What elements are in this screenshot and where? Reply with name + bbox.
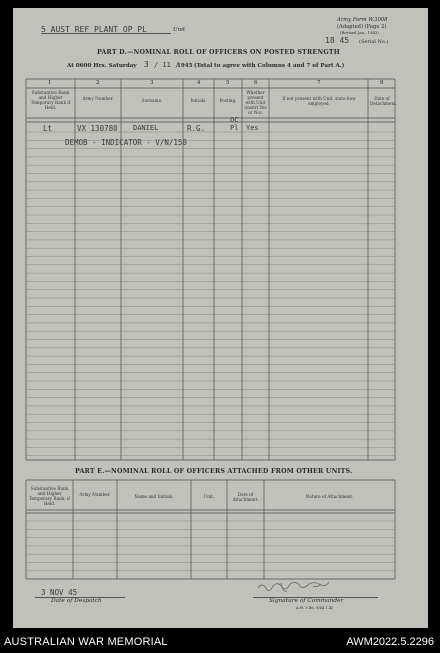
unit-label: Unit bbox=[173, 27, 186, 33]
col-header-employed: If not present with Unit, state how employed. bbox=[282, 96, 356, 106]
date-day: 3 bbox=[144, 60, 149, 69]
row-posting: Pl bbox=[230, 124, 239, 132]
date-month: / 11 / bbox=[154, 61, 180, 69]
col-number-3: 3 bbox=[150, 80, 154, 86]
date-year: 1945 bbox=[177, 63, 193, 69]
despatch-label: Date of Despatch bbox=[51, 598, 102, 604]
col-number-2: 2 bbox=[96, 80, 100, 86]
col-number-1: 1 bbox=[48, 80, 52, 86]
serial-label: (Serial No.) bbox=[359, 39, 389, 45]
e-col-header-date: Date of Attachment. bbox=[232, 492, 259, 502]
print-note: A.W. 3 lbs. 9/44 1.45 bbox=[296, 606, 334, 610]
e-col-header-nature: Nature of Attachment. bbox=[305, 494, 354, 499]
col-header-present: Whether present with Unit (insert Yes or No). bbox=[244, 90, 267, 115]
row-present: Yes bbox=[246, 124, 259, 132]
serial-number: 18 45 bbox=[325, 36, 350, 45]
col-number-6: 6 bbox=[254, 80, 258, 86]
commander-label: Signature of Commander bbox=[269, 598, 344, 604]
army-form-label: Army Form W.3008 bbox=[337, 17, 388, 23]
caption-left: AUSTRALIAN WAR MEMORIAL bbox=[4, 636, 168, 648]
revised-label: (Revised Jan., 1943) bbox=[340, 30, 379, 35]
part-d-title: PART D.—NOMINAL ROLL OF OFFICERS ON POSTED STRENGTH bbox=[97, 49, 340, 56]
caption-bar bbox=[0, 631, 440, 653]
demob-indicator-note: DEMOB - INDICATOR - V/N/150 bbox=[65, 138, 187, 147]
col-number-8: 8 bbox=[380, 80, 384, 86]
col-number-5: 5 bbox=[226, 80, 230, 86]
row-initials: R.G. bbox=[187, 124, 206, 133]
col-header-rank: Substantive Rank and Higher Temporary Rank if Held. bbox=[30, 90, 71, 110]
col-header-initials: Initials. bbox=[190, 98, 207, 103]
col-header-posting: Posting. bbox=[219, 98, 237, 103]
col-header-detachment: Date of Detachment. bbox=[370, 96, 398, 106]
unit-value: 5 AUST REF PLANT OP PL bbox=[41, 25, 147, 34]
commander-signature bbox=[258, 582, 329, 591]
e-col-header-rank: Substantive Rank and Higher Temporary Rank, if Held. bbox=[29, 486, 70, 506]
col-header-surname: Surname. bbox=[141, 98, 163, 103]
col-header-army-number: Army Number. bbox=[82, 96, 114, 101]
form-sheet bbox=[13, 8, 428, 628]
part-e-title: PART E.—NOMINAL ROLL OF OFFICERS ATTACHED FROM OTHER UNITS. bbox=[75, 468, 353, 475]
e-col-header-name: Name and Initials. bbox=[134, 494, 174, 499]
col-number-7: 7 bbox=[317, 80, 321, 86]
adapted-label: (Adapted) (Page 2) bbox=[337, 24, 387, 30]
e-col-header-army-number: Army Number. bbox=[79, 492, 111, 497]
date-suffix: (Total to agree with Columns 4 and 7 of Part A.) bbox=[194, 63, 345, 69]
row-surname: DANIEL bbox=[133, 124, 159, 132]
row-rank: Lt bbox=[43, 124, 53, 133]
date-prefix: At 0600 Hrs. Saturday bbox=[67, 63, 137, 69]
row-army-number: VX 130780 bbox=[77, 124, 118, 133]
col-number-4: 4 bbox=[197, 80, 201, 86]
row-posting-top: OC bbox=[230, 116, 239, 124]
despatch-date: 3 NOV 45 bbox=[41, 588, 78, 597]
caption-right: AWM2022.5.2296 bbox=[346, 636, 434, 648]
e-col-header-unit: Unit. bbox=[203, 494, 215, 499]
